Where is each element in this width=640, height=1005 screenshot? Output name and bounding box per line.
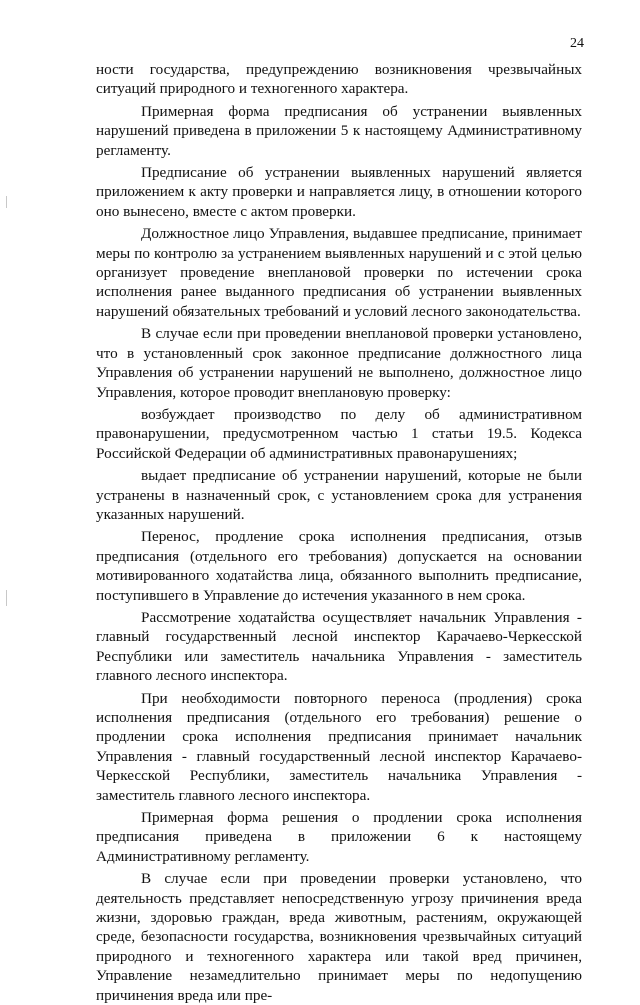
scan-artifact	[6, 196, 7, 208]
paragraph: В случае если при проведении внеплановой проверки установлено, что в установленный срок законное предписание должностного лица Управления об устранении нарушений не выполнено, должностное лицо Управления, которое проводит внеплановую проверку:	[96, 325, 582, 401]
paragraph: выдает предписание об устранении нарушений, которые не были устранены в назначенный срок, с установлением срока для устранения указанных нарушений.	[96, 467, 582, 523]
paragraph: В случае если при проведении проверки установлено, что деятельность представляет непосредственную угрозу причинения вреда жизни, здоровью граждан, вреда животным, растениям, окружающей среде, безопасности государства, возникновения чрезвычайных ситуаций природного и техногенного характера или такой вред причинен, Управление незамедлительно принимает меры по недопущению причинения вреда или пре-	[96, 870, 582, 1004]
scan-artifact	[6, 590, 7, 606]
paragraph-continuation: ности государства, предупреждению возникновения чрезвычайных ситуаций природного и техногенного характера.	[96, 61, 582, 98]
paragraph: При необходимости повторного переноса (продления) срока исполнения предписания (отдельного его требования) решение о продлении срока исполнения предписания принимает начальник Управления - главный государственный лесной инспектор Карачаево-Черкесской Республики, заместитель начальника Управления - заместитель главного лесного инспектора.	[96, 689, 582, 804]
paragraph: Предписание об устранении выявленных нарушений является приложением к акту проверки и направляется лицу, в отношении которого оно вынесено, вместе с актом проверки.	[96, 164, 582, 220]
document-body	[96, 60, 582, 1005]
paragraph: Примерная форма решения о продлении срока исполнения предписания приведена в приложении 6 к настоящему Административному регламенту.	[96, 809, 582, 865]
paragraph: Перенос, продление срока исполнения предписания, отзыв предписания (отдельного его требования) допускается на основании мотивированного ходатайства лица, обязанного выполнить предписание, поступившего в Управление до истечения указанного в нем срока.	[96, 528, 582, 604]
paragraph: возбуждает производство по делу об административном правонарушении, предусмотренном частью 1 статьи 19.5. Кодекса Российской Федерации об административных правонарушениях;	[96, 405, 582, 462]
page-number: 24	[570, 36, 584, 51]
paragraph: Рассмотрение ходатайства осуществляет начальник Управления - главный государственный лесной инспектор Карачаево-Черкесской Республики или заместитель начальника Управления - заместитель главного лесного инспектора.	[96, 608, 582, 685]
paragraph: Должностное лицо Управления, выдавшее предписание, принимает меры по контролю за устранением выявленных нарушений и с этой целью организует проведение внеплановой проверки по истечении срока исполнения ранее выданного предписания об устранении выявленных нарушений обязательных требований и условий лесного законодательства.	[96, 225, 582, 320]
paragraph: Примерная форма предписания об устранении выявленных нарушений приведена в приложении 5 к настоящему Административному регламенту.	[96, 102, 582, 159]
